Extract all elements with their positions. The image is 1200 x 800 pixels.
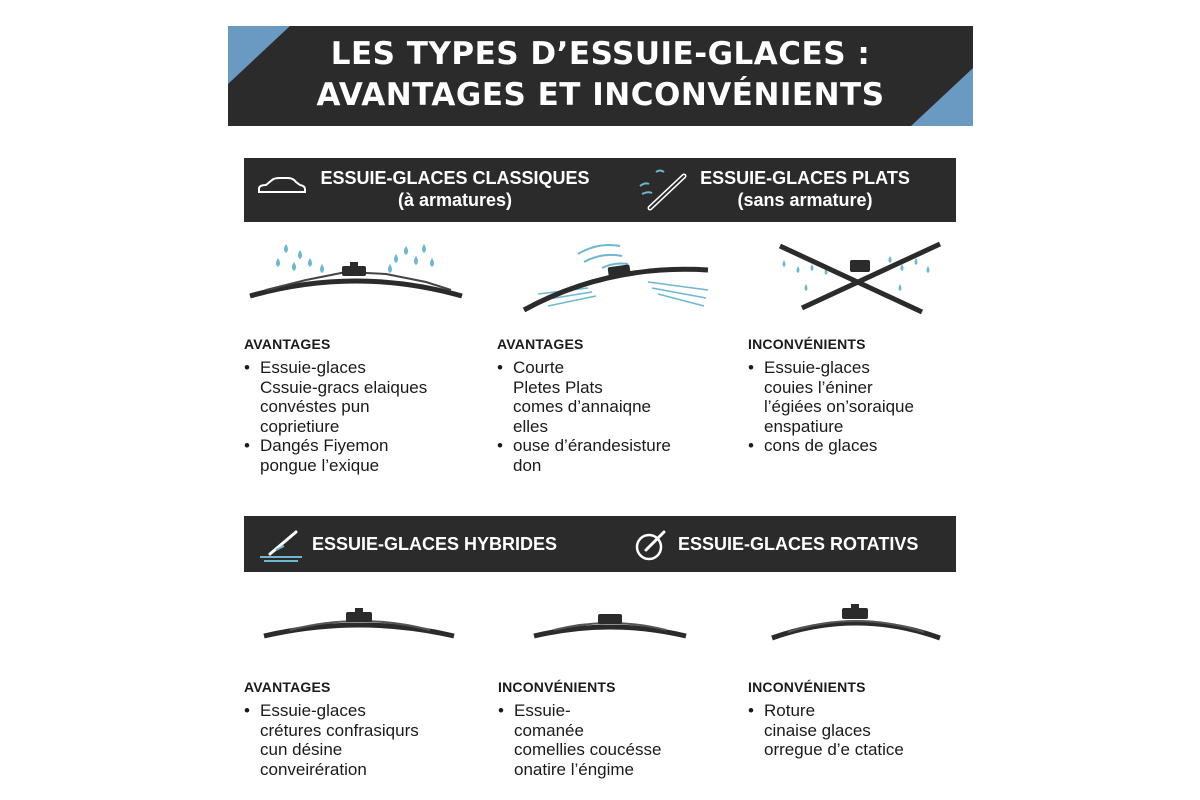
car-icon xyxy=(256,176,308,198)
hybrid-wiper-icon xyxy=(256,524,308,564)
section-title-hybrid: ESSUIE-GLACES HYBRIDES xyxy=(312,534,558,554)
bullet-item: • Dangés Fiyemon pongue l’exique xyxy=(244,436,484,475)
section-bar-classic-flat xyxy=(244,158,956,222)
hybrid-wiper-blade xyxy=(260,604,458,644)
column-hybrid-advantages xyxy=(244,679,484,779)
column-classic-advantages xyxy=(244,336,484,475)
bullet-item: • ouse d’érandesisture don xyxy=(497,436,737,475)
column-flat-advantages xyxy=(497,336,737,475)
column-rotary-disadvantages xyxy=(748,679,988,760)
title-banner xyxy=(228,26,973,126)
curved-wiper-blade xyxy=(768,600,944,644)
bullet-item: • Courte Pletes Plats comes d’annaiqne elles xyxy=(497,358,737,436)
rotary-wiper-icon xyxy=(634,528,668,562)
bullet-item: • Roture cinaise glaces orregue d’e ctatice xyxy=(748,701,988,760)
classic-wiper-with-rain-drops xyxy=(246,236,466,308)
section-title-flat: ESSUIE-GLACES PLATS (sans armature) xyxy=(700,168,910,210)
column-heading: INCONVÉNIENTS xyxy=(498,679,616,695)
column-heading: INCONVÉNIENTS xyxy=(748,679,866,695)
column-flat-disadvantages xyxy=(748,336,988,456)
bullet-item: • Essuie-glaces couies l’éniner l’égiées on’soraique enspatiure xyxy=(748,358,988,436)
crossed-wipers-with-drops xyxy=(772,236,948,318)
column-heading: INCONVÉNIENTS xyxy=(748,336,866,352)
section-title-classic: ESSUIE-GLACES CLASSIQUES (à armatures) xyxy=(320,168,590,210)
section-title-rotary: ESSUIE-GLACES ROTATIVS xyxy=(678,534,919,554)
column-heading: AVANTAGES xyxy=(244,679,331,695)
bullet-item: • Essuie- comanée comellies coucésse onatire l’éngime xyxy=(498,701,738,779)
column-hybrid-disadvantages xyxy=(498,679,738,779)
section-bar-hybrid-rotary xyxy=(244,516,956,572)
bullet-item: • cons de glaces xyxy=(748,436,988,456)
bullet-item: • Essuie-glaces Cssuie-gracs elaiques convéstes pun coprietiure xyxy=(244,358,484,436)
column-heading: AVANTAGES xyxy=(244,336,331,352)
page-title-line-1: LES TYPES D’ESSUIE-GLACES : xyxy=(330,36,871,72)
flat-wiper-with-spray xyxy=(518,238,718,316)
page-title-line-2: AVANTAGES ET INCONVÉNIENTS xyxy=(316,77,885,113)
bullet-item: • Essuie-glaces crétures confrasiqurs cun désine conveirération xyxy=(244,701,484,779)
hybrid-wiper-blade-small xyxy=(530,608,690,642)
column-heading: AVANTAGES xyxy=(497,336,584,352)
wiper-blade-icon xyxy=(636,166,692,214)
